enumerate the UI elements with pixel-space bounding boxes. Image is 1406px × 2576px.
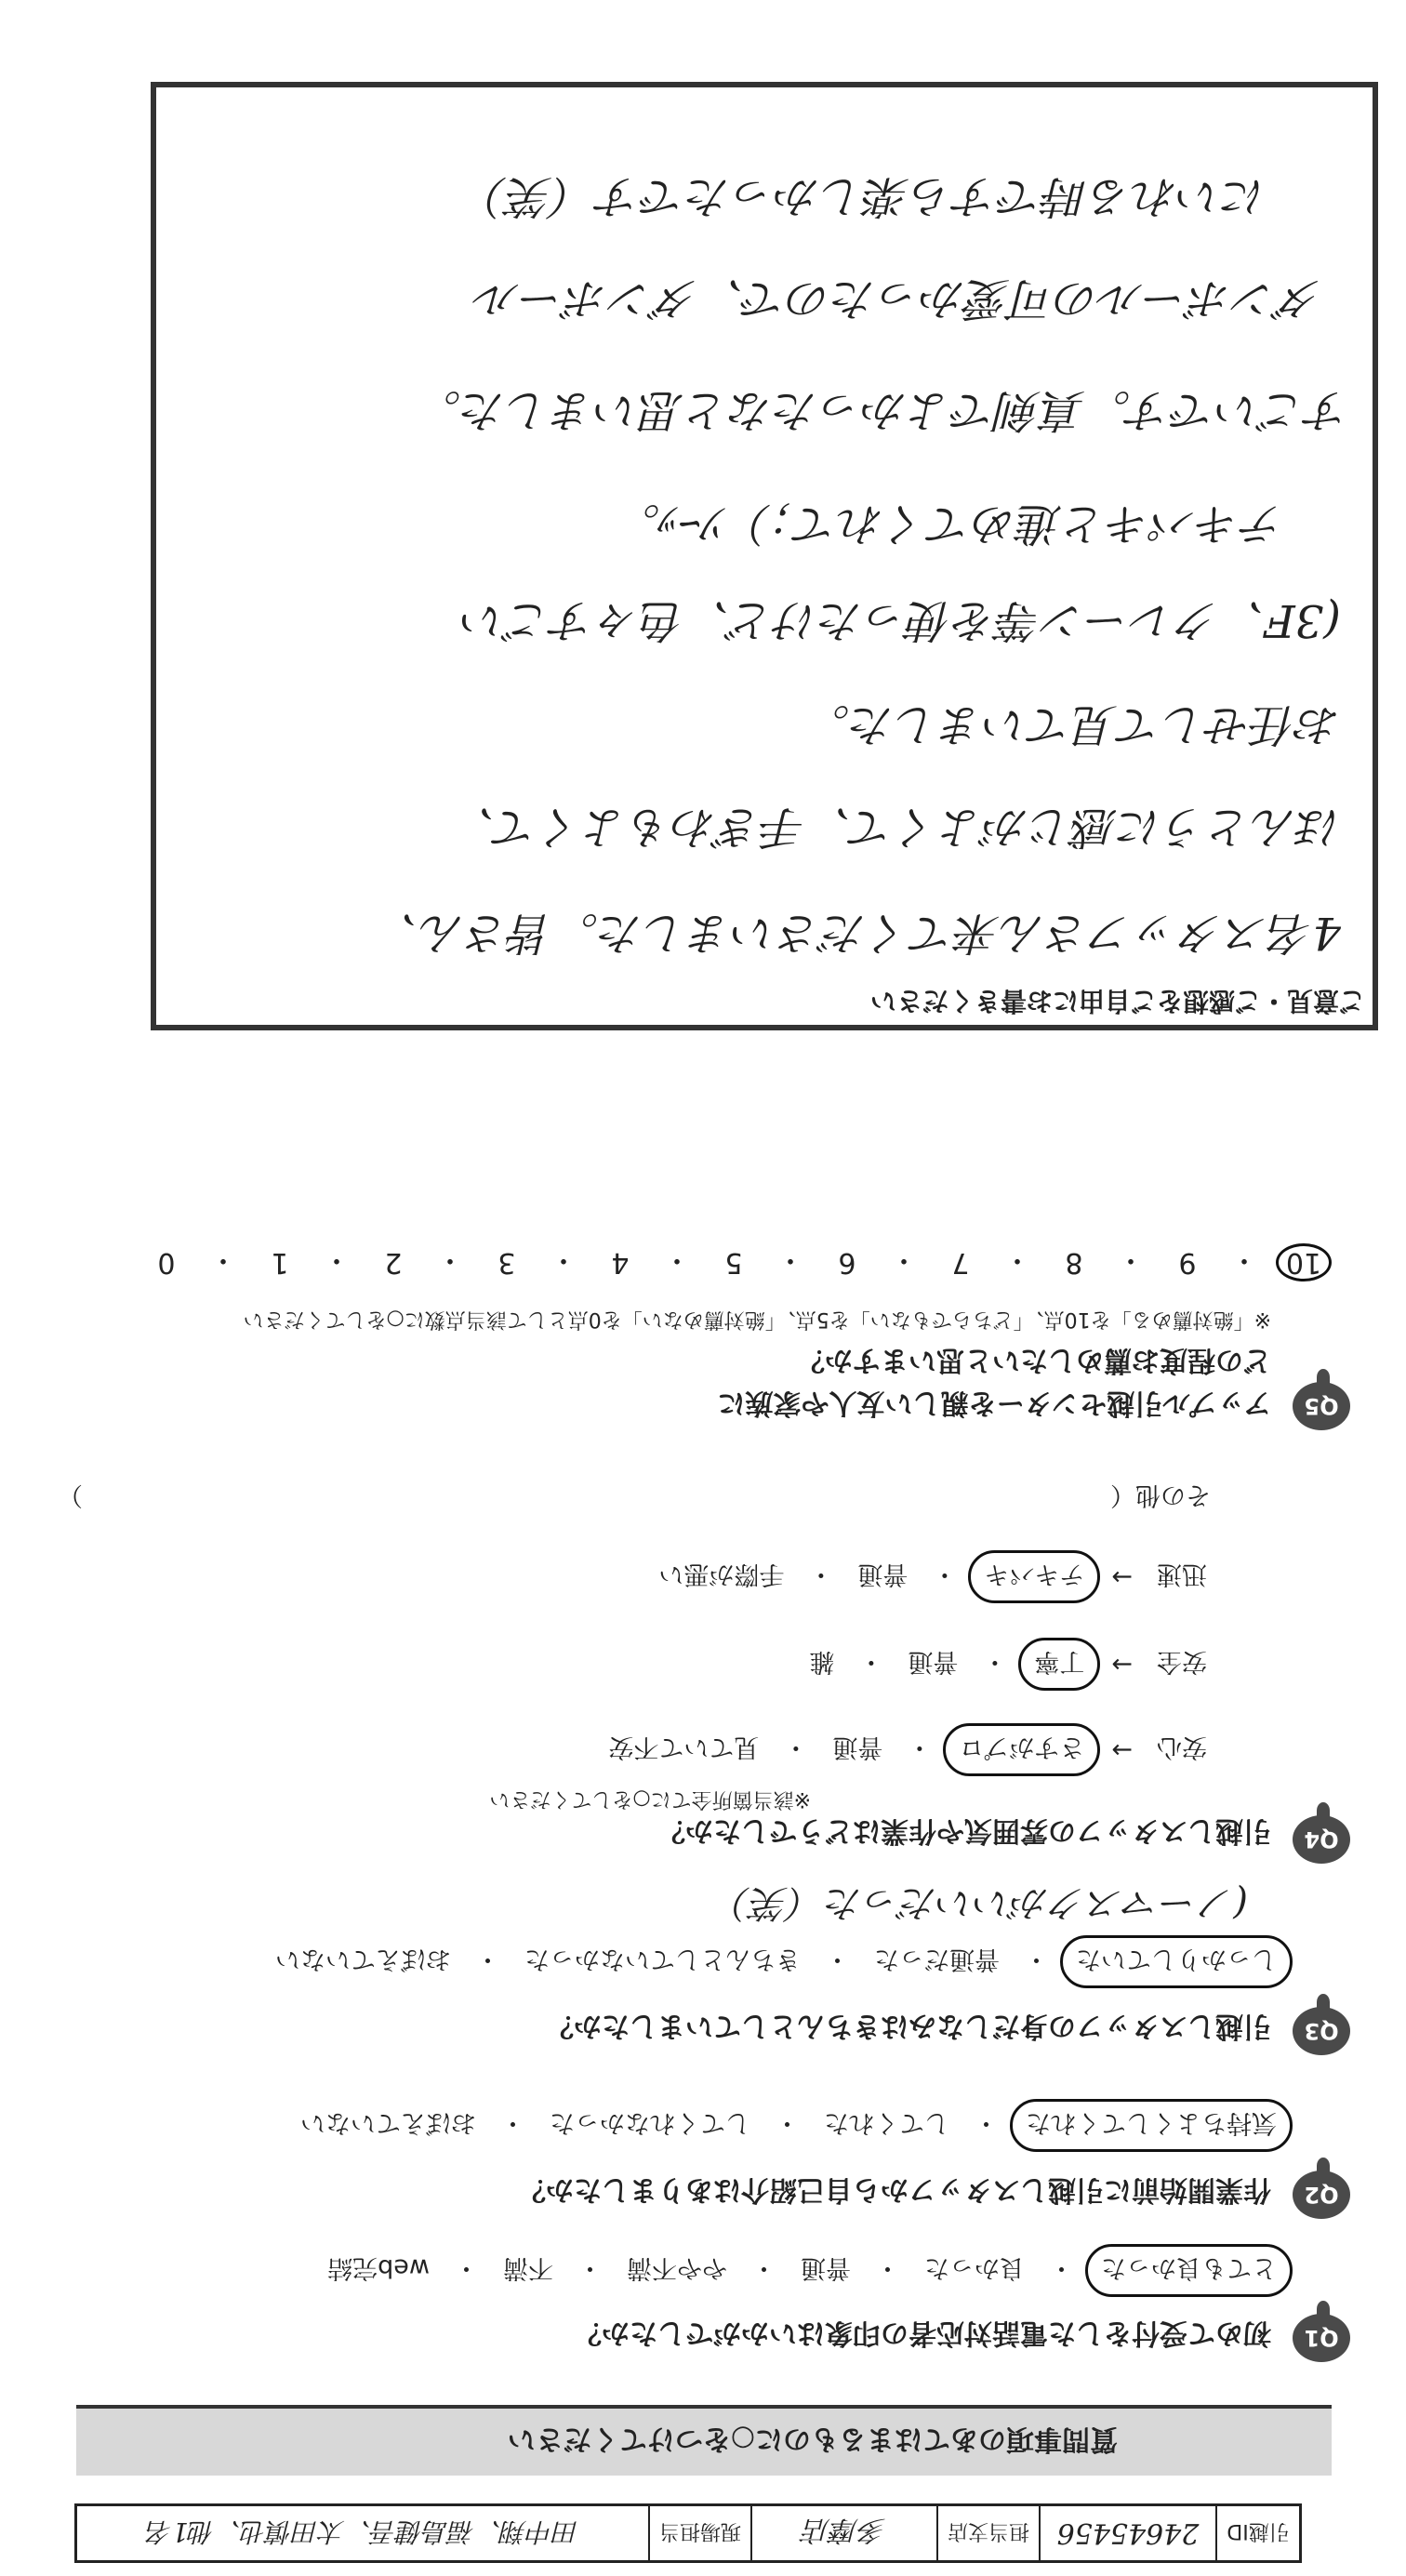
q5-note: ※「絶対薦める」を10点、「どちらでもない」を5点、「絶対薦めない」を0点として該当点数に○をしてください [243,1308,1271,1331]
scale-7[interactable]: 7 [951,1246,970,1280]
header-table [74,2503,1302,2563]
q4-other-label: その他（ [1110,1481,1211,1509]
instruction-bar [76,2405,1332,2476]
q5-scale: 10 ・ 9 ・ 8 ・ 7 ・ 6 ・ 5 ・ 4 ・ 3 ・ 2 ・ 1 ・ 0 [141,1242,1332,1283]
comment-label: ご意見・ご感想をご自由にお書きください [869,986,1365,1016]
comment-line-3: お任せして見ていました。 [804,698,1341,750]
q1-badge-label: Q1 [1304,2325,1339,2351]
q4-badge-label: Q4 [1304,1826,1339,1852]
q2-badge [1293,2171,1350,2219]
q3-option-2[interactable]: 普通だった [874,1945,1000,1973]
q4-anzen-option-3[interactable]: 雑 [809,1647,835,1676]
q5-badge-label: Q5 [1304,1393,1339,1419]
q1-option-1[interactable]: とても良かった [1085,2244,1293,2297]
q3-text: 引越しスタッフの身だしなみはきちんとしていましたか？ [546,2010,1271,2042]
q1-badge [1293,2314,1350,2362]
q4-note: ※該当箇所全てに○をしてください [489,1787,811,1811]
q4-anshin-option-1[interactable]: さすがプロ [943,1723,1100,1776]
q2-option-4[interactable]: おぼえていない [300,2108,476,2137]
arrow-right-icon: → [1111,1650,1133,1679]
q1-option-6[interactable]: web完結 [327,2253,430,2282]
comment-line-4: (3F、クレーン等を使ったけど、色々すごい [461,594,1341,646]
comment-line-2: ほんとうに感じがよくて、手ぎわもよくて、 [449,801,1341,853]
staff-value: 田中翔、福島健吾、太田慎也、他1名 [146,2516,579,2547]
q3-option-3[interactable]: きちんとしていなかった [524,1945,801,1973]
q4-row-anzen: 安全 → 丁寧 ・ 普通 ・ 雑 [796,1638,1220,1691]
comment-line-8: にいれる時ですら楽しかったです（笑） [462,170,1267,222]
q4-row-jinsoku-label: 迅速 [1157,1560,1207,1588]
q2-options: 気持ちよくしてくれた ・ してくれた ・ してくれなかった ・ おぼえていない [287,2099,1293,2152]
q4-row-anshin: 安心 → さすがプロ ・ 普通 ・ 見ていて不安 [595,1723,1220,1776]
q4-jinsoku-option-2[interactable]: 普通 [857,1560,909,1588]
q1-text: 初めて受付をした電話対応者の印象はいかがでしたか？ [574,2317,1271,2349]
q3-option-1[interactable]: しっかりしていた [1060,1935,1293,1988]
q1-options: とても良かった ・ 良かった ・ 普通 ・ やや不満 ・ 不満 ・ web完結 [314,2244,1293,2297]
scale-10[interactable]: 10 [1276,1244,1332,1282]
q2-option-2[interactable]: してくれた [824,2108,949,2137]
q4-anshin-option-3[interactable]: 見ていて不安 [608,1733,760,1761]
q2-option-1[interactable]: 気持ちよくしてくれた [1010,2099,1293,2152]
q1-option-3[interactable]: 普通 [801,2253,851,2282]
staff-label: 現場担当 [648,2506,750,2560]
branch-label: 担当支店 [936,2506,1039,2560]
scale-3[interactable]: 3 [497,1246,516,1280]
scale-9[interactable]: 9 [1178,1246,1197,1280]
arrow-right-icon: → [1111,1735,1133,1764]
instruction-text: 質問事項のあてはまるものに○をつけてください [507,2423,1118,2455]
q4-jinsoku-option-1[interactable]: テキパキ [968,1550,1100,1603]
q1-option-4[interactable]: やや不満 [627,2253,727,2282]
q4-badge [1293,1815,1350,1864]
q4-anzen-option-1[interactable]: 丁寧 [1018,1638,1100,1691]
scale-1[interactable]: 1 [271,1246,289,1280]
q4-other-close: ） [58,1481,83,1509]
scale-5[interactable]: 5 [724,1246,743,1280]
scale-2[interactable]: 2 [384,1246,403,1280]
q5-badge [1293,1382,1350,1430]
id-label: 引越ID [1215,2506,1299,2560]
comment-line-7: ダンボールの可愛かったので、ダンボール [475,272,1322,325]
id-value: 24645456 [1039,2506,1215,2560]
arrow-right-icon: → [1111,1562,1133,1591]
q5-text-line2: どの程度お薦めしたいと思いますか？ [797,1344,1271,1376]
q4-row-anzen-label: 安全 [1157,1647,1207,1676]
q3-badge [1293,2007,1350,2055]
comment-line-6: すごいです。真剣でよかったなと思いました。 [416,384,1350,436]
q4-row-jinsoku: 迅速 → テキパキ ・ 普通 ・ 手際が悪い [645,1550,1220,1603]
q3-option-4[interactable]: おぼえていない [275,1945,451,1973]
q4-row-anshin-label: 安心 [1157,1733,1207,1761]
comment-line-5: テキパキと進めてくれて；）ｿｰｯ。 [615,498,1285,550]
q2-text: 作業開始前に引越しスタッフから自己紹介はありましたか？ [518,2173,1271,2206]
q1-option-2[interactable]: 良かった [924,2253,1025,2282]
scale-8[interactable]: 8 [1065,1246,1083,1280]
q4-anzen-option-2[interactable]: 普通 [908,1647,959,1676]
branch-value: 多摩店 [750,2506,936,2560]
q4-other [58,1480,1211,1516]
q1-option-5[interactable]: 不満 [503,2253,553,2282]
scale-4[interactable]: 4 [611,1246,630,1280]
q2-option-3[interactable]: してくれなかった [550,2108,750,2137]
comment-line-1: 4名スタッフさん来てくださいました。皆さん、 [372,907,1341,959]
scale-6[interactable]: 6 [838,1246,856,1280]
q3-badge-label: Q3 [1304,2018,1339,2044]
q3-options: しっかりしていた ・ 普通だった ・ きちんとしていなかった ・ おぼえていない [262,1935,1293,1988]
q4-jinsoku-option-3[interactable]: 手際が悪い [658,1560,785,1588]
q5-text-line1: アップル引越センターを親しい友人や家族に [717,1387,1271,1419]
q3-handwritten-note: (ノーマスクがいいだった（笑） [713,1881,1248,1924]
q4-text: 引越しスタッフの雰囲気や作業はどうでしたか？ [657,1814,1271,1847]
q2-badge-label: Q2 [1304,2182,1339,2208]
scale-0[interactable]: 0 [157,1246,176,1280]
q4-anshin-option-2[interactable]: 普通 [832,1733,883,1761]
